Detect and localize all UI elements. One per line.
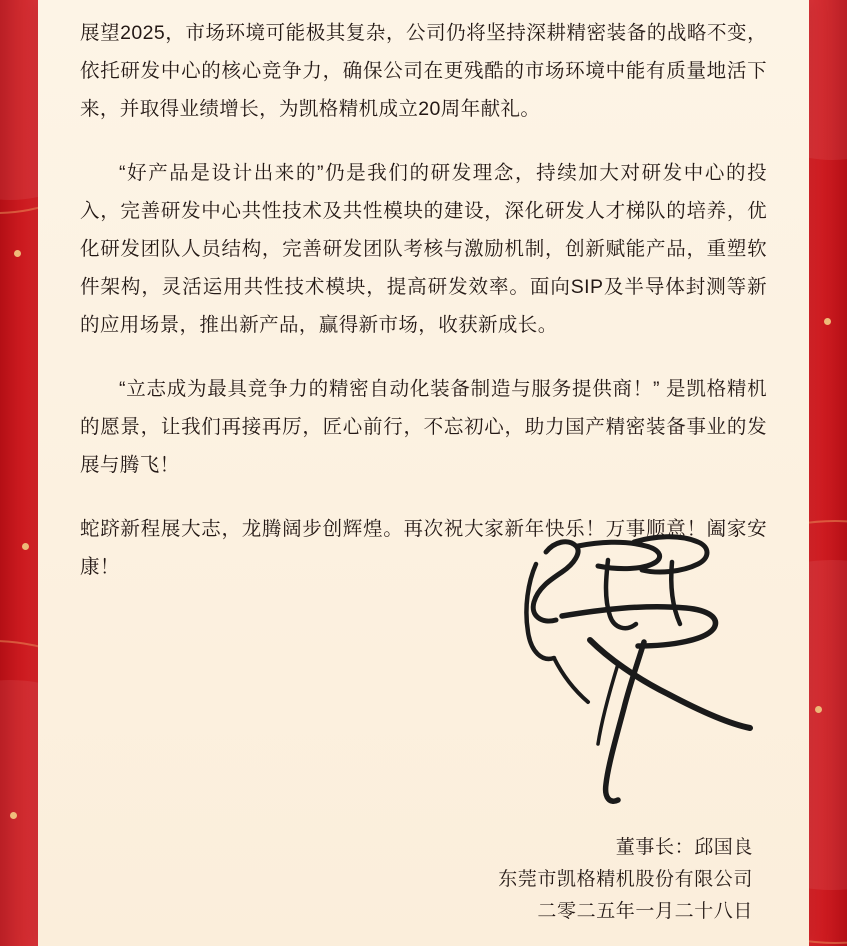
decorative-dot [14, 250, 21, 257]
decorative-dot [22, 543, 29, 550]
letter-body [38, 0, 809, 586]
paragraph-outlook-2025: 展望2025，市场环境可能极其复杂，公司仍将坚持深耕精密装备的战略不变，依托研发中心的核心竞争力，确保公司在更残酷的市场环境中能有质量地活下来，并取得业绩增长，为凯格精机成立20周年献礼。 [80, 22, 767, 120]
paragraph-vision: “立志成为最具竞争力的精密自动化装备制造与服务提供商！” 是凯格精机的愿景，让我们再接再厉，匠心前行，不忘初心，助力国产精密装备事业的发展与腾飞！ [80, 378, 767, 476]
paragraph-rd-philosophy: “好产品是设计出来的”仍是我们的研发理念，持续加大对研发中心的投入，完善研发中心共性技术及共性模块的建设，深化研发人才梯队的培养，优化研发团队人员结构，完善研发团队考核与激励机制，创新赋能产品，重塑软件架构，灵活运用共性技术模块，提高研发效率。面向SIP及半导体封测等新的应用场景，推出新产品，赢得新市场，收获新成长。 [80, 162, 767, 336]
decorative-dot [815, 706, 822, 713]
decorative-dot [824, 318, 831, 325]
signoff-date: 二零二五年一月二十八日 [537, 901, 753, 922]
handwritten-signature [458, 512, 788, 822]
decorative-dot [10, 812, 17, 819]
signoff-block [498, 832, 753, 928]
signoff-company: 东莞市凯格精机股份有限公司 [498, 869, 753, 890]
letter-paper [38, 0, 809, 946]
signoff-title: 董事长：邱国良 [615, 837, 753, 858]
paragraph-new-year-wish: 蛇跻新程展大志，龙腾阔步创辉煌。再次祝大家新年快乐！万事顺意！阖家安康！ [80, 518, 767, 578]
